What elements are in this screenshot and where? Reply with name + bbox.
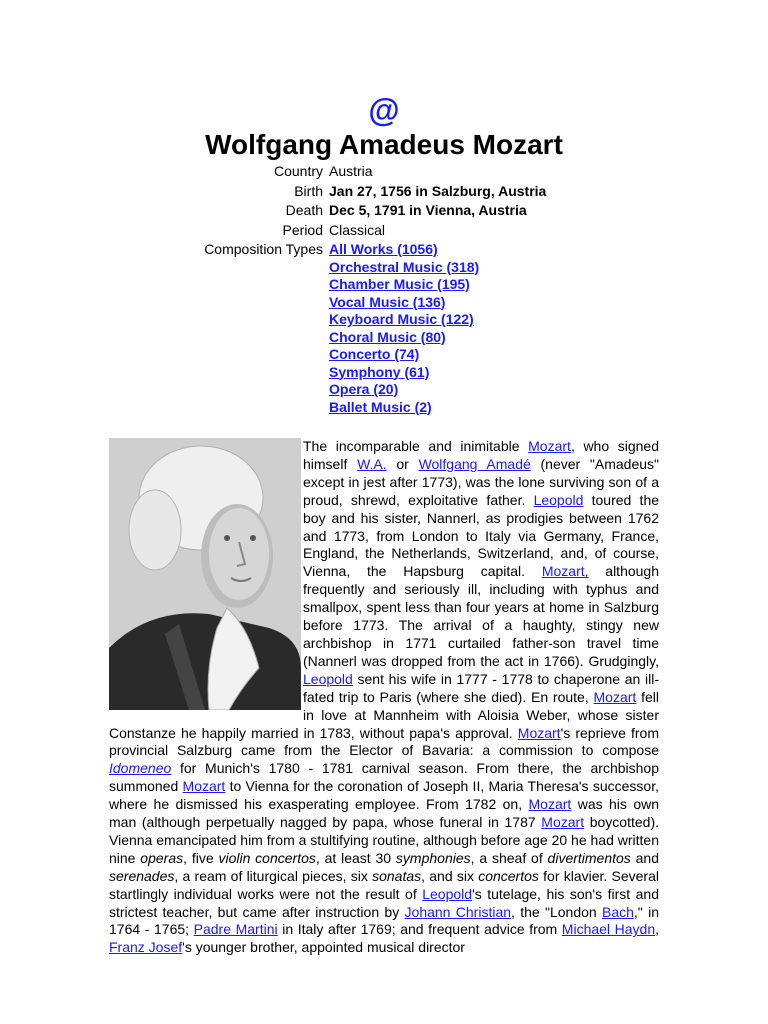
link-wolfgang-amade[interactable]: Wolfgang Amadé bbox=[418, 455, 531, 472]
birth-value: Jan 27, 1756 in Salzburg, Austria bbox=[329, 182, 547, 199]
info-row-death bbox=[150, 201, 549, 221]
info-row-period bbox=[150, 221, 549, 241]
composition-types-label: Composition Types bbox=[204, 241, 323, 257]
link-mozart[interactable]: Mozart bbox=[528, 438, 571, 454]
portrait-drawing bbox=[109, 438, 301, 710]
type-link-vocal[interactable]: Vocal Music (136) bbox=[329, 293, 446, 310]
link-mozart[interactable]: Mozart bbox=[593, 688, 637, 705]
link-bach[interactable]: Bach bbox=[602, 903, 634, 920]
biography-text: The incomparable and inimitable Mozart, who signed himself W.A. or Wolfgang Amadé (never "Amadeus" except in jest after 1773), was the lone surviving son of a proud, shrewd, exploitative father. Leopold toured the boy and his sister, Nannerl, as prodigies between 1762 and 1773, from London to Italy via Germany, France, England, the Netherlands, Switzerland, and, of course, Vienna, the Hapsburg capital. Mozart, although frequently and seriously ill, including with typhus and smallpox, spent less than four years at home in Salzburg before 1773. The arrival of a haughty, stingy new archbishop in 1771 curtailed father-son travel time (Nannerl was dropped from the act in 1766). Grudgingly, Leopold sent his wife in 1777 - 1778 to chaperone an ill-fated trip to Paris (where she died). En route, Mozart fell in love at Mannheim with Aloisia Weber, whose sister Constanze he happily married in 1783, without papa's approval. Mozart's reprieve from provincial Salzburg came from the Elector of Bavaria: a commission to compose Idomeneo for Munich's 1780 - 1781 carnival season. From there, the archbishop summoned Mozart to Vienna for the coronation of Joseph II, Maria Theresa's successor, where he dismissed his exasperating employee. From 1782 on, Mozart was his own man (although perpetually nagged by papa, whose funeral in 1787 Mozart boycotted). Vienna emancipated him from a stultifying routine, although before age 20 he had written nine operas, five violin concertos, at least 30 symphonies, a sheaf of divertimentos and serenades, a ream of liturgical pieces, six sonatas, and six concertos for klavier. Several startlingly individual works were not the result of Leopold's tutelage, his son's first and strictest teacher, but came after instruction by Johann Christian, the "London Bach," in 1764 - 1765; Padre Martini in Italy after 1769; and frequent advice from Michael Haydn, Franz Josef's younger brother, appointed musical director bbox=[109, 438, 660, 956]
link-johann-christian[interactable]: Johann Christian bbox=[404, 903, 512, 920]
info-row-birth bbox=[150, 182, 549, 202]
link-mozart[interactable]: Mozart, bbox=[541, 563, 589, 580]
link-mozart[interactable]: Mozart bbox=[541, 814, 585, 831]
type-link-ballet[interactable]: Ballet Music (2) bbox=[329, 398, 432, 415]
death-value: Dec 5, 1791 in Vienna, Austria bbox=[329, 202, 527, 218]
country-label: Country bbox=[273, 163, 323, 179]
link-michael-haydn[interactable]: Michael Haydn bbox=[561, 921, 656, 938]
country-value: Austria bbox=[329, 163, 373, 179]
link-wa[interactable]: W.A. bbox=[357, 455, 387, 472]
type-link-chamber[interactable]: Chamber Music (195) bbox=[329, 276, 470, 292]
composition-types-list bbox=[327, 240, 549, 417]
type-link-orchestral[interactable]: Orchestral Music (318) bbox=[329, 258, 480, 275]
info-row-composition-types bbox=[150, 240, 549, 417]
type-link-concerto[interactable]: Concerto (74) bbox=[329, 346, 420, 362]
type-link-choral[interactable]: Choral Music (80) bbox=[329, 328, 446, 345]
type-link-all-works[interactable]: All Works (1056) bbox=[329, 241, 438, 257]
link-mozart[interactable]: Mozart bbox=[517, 724, 561, 741]
type-link-keyboard[interactable]: Keyboard Music (122) bbox=[329, 311, 474, 327]
mozart-portrait-image bbox=[109, 438, 301, 710]
link-idomeneo[interactable]: Idomeneo bbox=[109, 760, 172, 777]
link-padre-martini[interactable]: Padre Martini bbox=[193, 921, 278, 938]
link-leopold[interactable]: Leopold bbox=[422, 885, 473, 902]
link-mozart[interactable]: Mozart bbox=[182, 778, 226, 795]
link-franz-josef[interactable]: Franz Josef bbox=[109, 939, 183, 956]
death-label: Death bbox=[285, 202, 323, 218]
type-link-opera[interactable]: Opera (20) bbox=[329, 381, 399, 397]
link-leopold[interactable]: Leopold bbox=[533, 491, 584, 508]
link-mozart[interactable]: Mozart bbox=[528, 796, 572, 813]
page-title: Wolfgang Amadeus Mozart bbox=[205, 129, 563, 160]
birth-label: Birth bbox=[294, 182, 323, 199]
type-link-symphony[interactable]: Symphony (61) bbox=[329, 363, 430, 380]
period-value: Classical bbox=[329, 221, 386, 238]
link-leopold[interactable]: Leopold bbox=[303, 670, 353, 687]
info-row-country bbox=[150, 162, 549, 182]
composer-info-table bbox=[150, 162, 549, 417]
at-link[interactable]: @ bbox=[368, 92, 400, 128]
period-label: Period bbox=[282, 221, 323, 238]
